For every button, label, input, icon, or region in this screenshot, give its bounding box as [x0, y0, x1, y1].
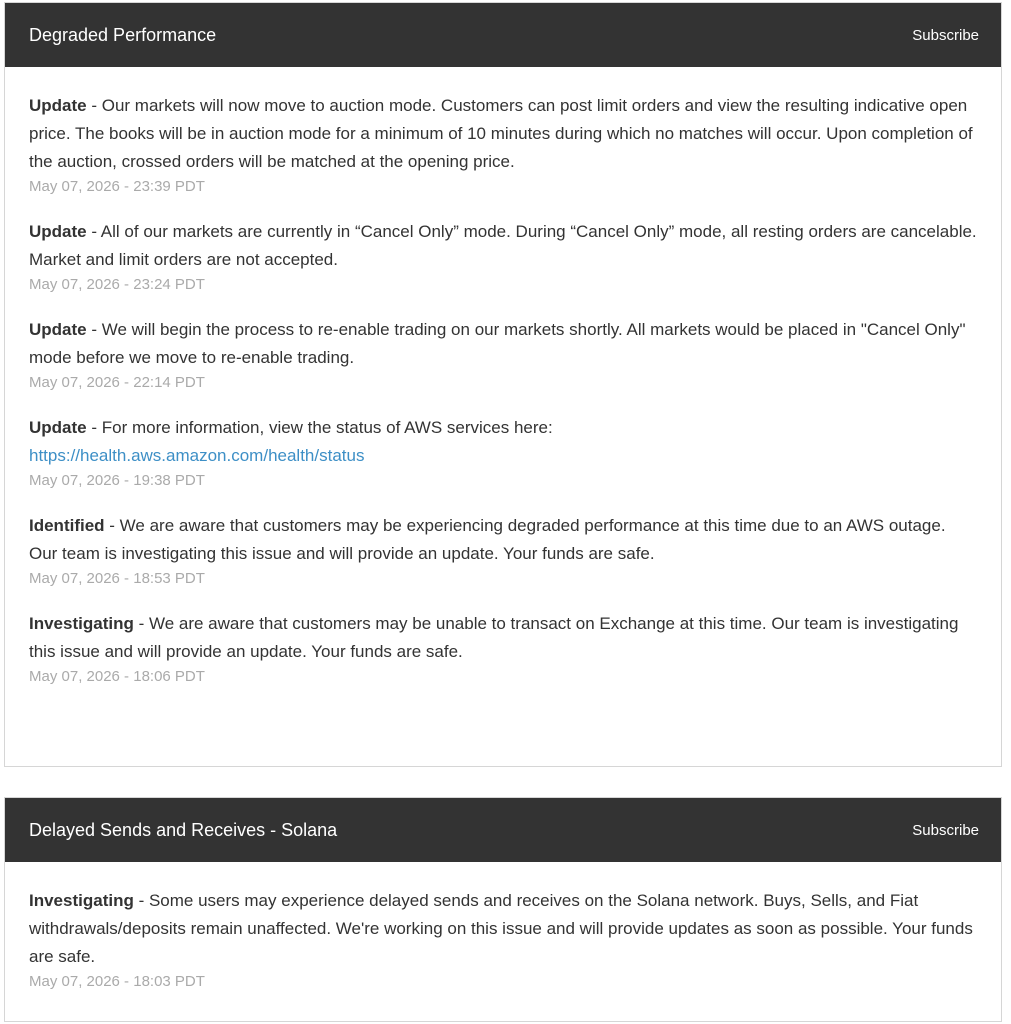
update-text — [29, 414, 977, 470]
incident-card — [4, 2, 1002, 767]
update-status: Update — [29, 96, 87, 115]
incident-update — [29, 414, 977, 492]
update-text — [29, 92, 977, 176]
update-text — [29, 316, 977, 372]
update-separator: - — [86, 320, 102, 339]
update-message: We are aware that customers may be unable to transact on Exchange at this time. Our team is investigating this issue and will provide an update. Your funds are safe. — [29, 614, 959, 661]
update-message: For more information, view the status of AWS services here: — [101, 418, 553, 437]
update-separator: - — [86, 96, 102, 115]
update-text — [29, 610, 977, 666]
update-status: Update — [29, 320, 87, 339]
update-message: All of our markets are currently in “Cancel Only” mode. During “Cancel Only” mode, all resting orders are cancelable. Market and limit orders are not accepted. — [29, 222, 987, 269]
update-separator: - — [133, 891, 149, 910]
update-text — [29, 218, 987, 274]
update-timestamp: May 07, 2026 - 23:39 PDT — [29, 178, 205, 195]
incident-card — [4, 797, 1002, 1022]
update-status: Identified — [29, 516, 105, 535]
incident-updates — [5, 67, 1001, 688]
incident-update — [29, 92, 977, 198]
update-timestamp: May 07, 2026 - 18:03 PDT — [29, 973, 205, 990]
update-message: We are aware that customers may be experiencing degraded performance at this time due to an AWS outage. Our team is investigating this issue and will provide an update. Your funds are safe. — [29, 516, 946, 563]
update-separator: - — [86, 418, 102, 437]
update-status: Investigating — [29, 891, 134, 910]
subscribe-button[interactable]: Subscribe — [912, 821, 979, 839]
update-status: Update — [29, 418, 87, 437]
incident-update — [29, 610, 977, 688]
incident-title: Delayed Sends and Receives - Solana — [29, 819, 338, 840]
update-timestamp: May 07, 2026 - 22:14 PDT — [29, 374, 205, 391]
incident-title: Degraded Performance — [29, 24, 217, 45]
incident-update — [29, 512, 977, 590]
update-text — [29, 887, 977, 971]
incident-updates — [5, 862, 1001, 993]
incident-update — [29, 218, 987, 296]
update-message: Some users may experience delayed sends and receives on the Solana network. Buys, Sells, and Fiat withdrawals/deposits remain unaffected. We're working on this issue and will provide updates as soon as possible. Your funds are safe. — [29, 891, 973, 966]
subscribe-button[interactable]: Subscribe — [912, 26, 979, 44]
update-separator: - — [133, 614, 149, 633]
update-message: Our markets will now move to auction mode. Customers can post limit orders and view the resulting indicative open price. The books will be in auction mode for a minimum of 10 minutes during which no matches will occur. Upon completion of the auction, crossed orders will be matched at the opening price. — [29, 96, 973, 171]
update-text — [29, 512, 977, 568]
update-timestamp: May 07, 2026 - 19:38 PDT — [29, 472, 205, 489]
update-timestamp: May 07, 2026 - 18:06 PDT — [29, 668, 205, 685]
update-separator: - — [104, 516, 120, 535]
update-separator: - — [86, 222, 101, 241]
update-status: Update — [29, 222, 87, 241]
incident-update — [29, 887, 977, 993]
update-timestamp: May 07, 2026 - 18:53 PDT — [29, 570, 205, 587]
update-timestamp: May 07, 2026 - 23:24 PDT — [29, 276, 205, 293]
update-status: Investigating — [29, 614, 134, 633]
update-message: We will begin the process to re-enable trading on our markets shortly. All markets would be placed in "Cancel Only" mode before we move to re-enable trading. — [29, 320, 966, 367]
incident-header — [5, 798, 1001, 862]
incident-update — [29, 316, 977, 394]
aws-status-link[interactable]: https://health.aws.amazon.com/health/status — [29, 446, 365, 465]
incident-header — [5, 3, 1001, 67]
